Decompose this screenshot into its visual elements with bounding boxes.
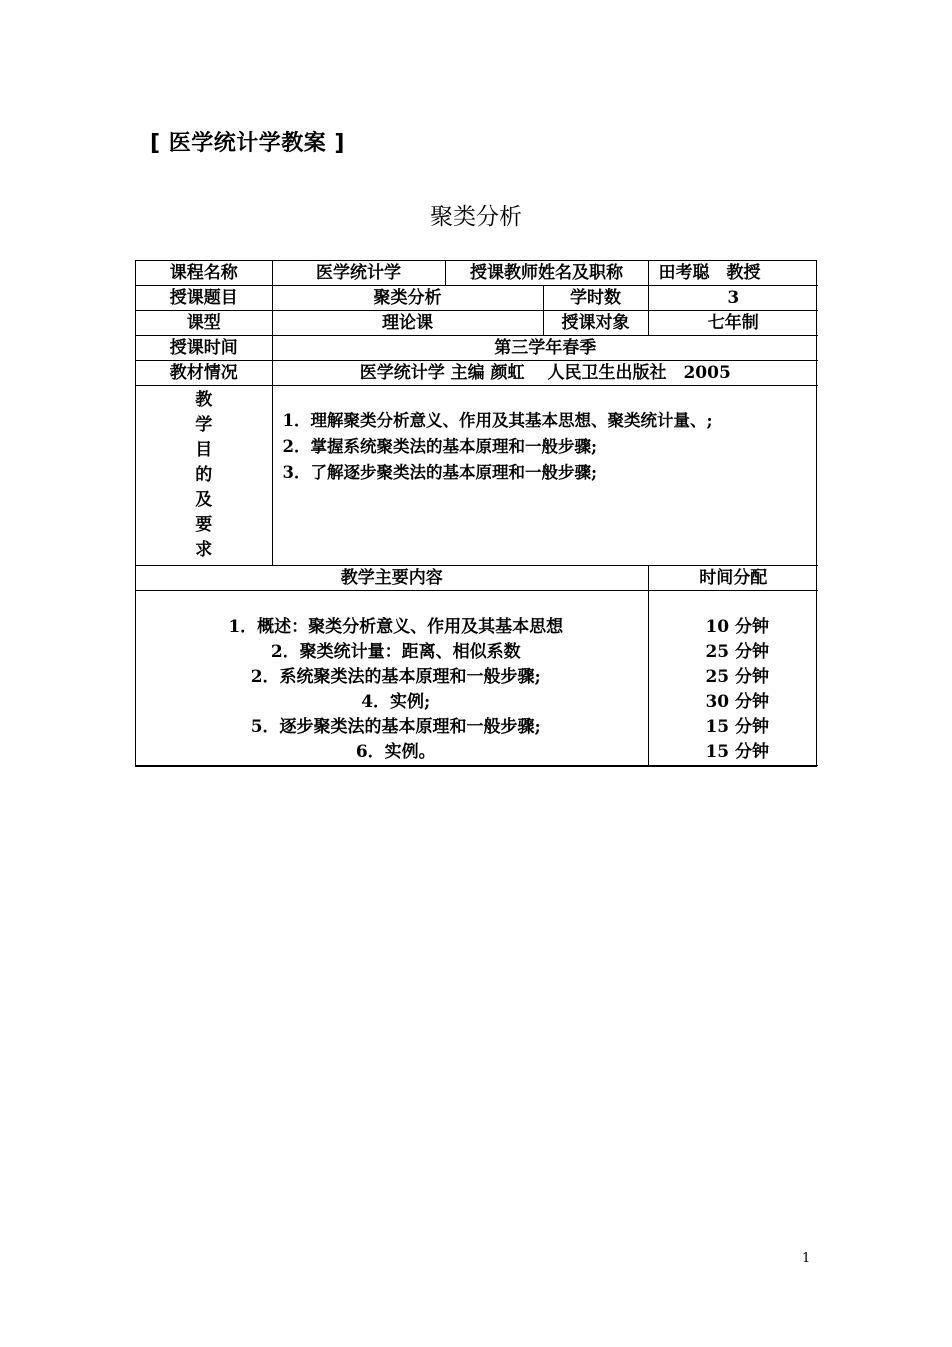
type-value: 理论课 — [272, 311, 543, 336]
hours-label: 学时数 — [543, 286, 648, 311]
topic-value: 聚类分析 — [272, 286, 543, 311]
content-item: 6．实例。 — [355, 742, 436, 762]
table-row — [136, 311, 818, 336]
table-row — [136, 566, 818, 591]
content-header: 教学主要内容 — [136, 566, 648, 591]
table-row — [136, 361, 818, 386]
goal-item: 2．掌握系统聚类法的基本原理和一般步骤; — [282, 437, 598, 456]
course-name-value: 医学统计学 — [272, 261, 445, 286]
time-item: 25 分钟 — [705, 667, 770, 687]
table-row — [136, 261, 818, 286]
goals-label-char: 要 — [195, 515, 213, 535]
goals-label-char: 教 — [195, 390, 213, 410]
time-allocation-header: 时间分配 — [648, 566, 818, 591]
time-item: 25 分钟 — [705, 642, 770, 662]
table-row — [136, 591, 818, 766]
teacher-value: 田考聪 教授 — [648, 261, 818, 286]
content-item: 2．聚类统计量：距离、相似系数 — [270, 642, 521, 662]
content-list — [136, 591, 648, 765]
time-list — [649, 591, 819, 765]
audience-value: 七年制 — [648, 311, 818, 336]
header-tag: [ 医学统计学教案 ] — [150, 131, 345, 156]
time-cell — [648, 591, 818, 766]
content-item: 1．概述：聚类分析意义、作用及其基本思想 — [228, 617, 564, 637]
goals-label-char: 求 — [195, 540, 213, 560]
time-value: 第三学年春季 — [272, 336, 818, 361]
content-cell — [136, 591, 648, 766]
content-item: 5．逐步聚类法的基本原理和一般步骤; — [250, 717, 541, 737]
goals-label — [136, 386, 272, 566]
info-table — [136, 261, 818, 766]
time-item: 30 分钟 — [705, 692, 770, 712]
content-item: 2．系统聚类法的基本原理和一般步骤; — [250, 667, 541, 687]
table-row — [136, 386, 818, 566]
hours-value: 3 — [648, 286, 818, 311]
textbook-label: 教材情况 — [136, 361, 272, 386]
content-item: 4．实例; — [361, 692, 431, 712]
time-label: 授课时间 — [136, 336, 272, 361]
document-title: 聚类分析 — [430, 204, 522, 230]
course-name-label: 课程名称 — [136, 261, 272, 286]
time-item: 15 分钟 — [705, 717, 770, 737]
table-row — [136, 286, 818, 311]
goals-content — [272, 386, 818, 566]
goal-item: 3．了解逐步聚类法的基本原理和一般步骤; — [282, 463, 598, 482]
lesson-plan-table — [135, 260, 817, 767]
audience-label: 授课对象 — [543, 311, 648, 336]
teacher-label: 授课教师姓名及职称 — [445, 261, 648, 286]
page-number: 1 — [802, 1251, 811, 1266]
type-label: 课型 — [136, 311, 272, 336]
time-item: 10 分钟 — [705, 617, 770, 637]
goal-item: 1．理解聚类分析意义、作用及其基本思想、聚类统计量、; — [282, 411, 713, 430]
topic-label: 授课题目 — [136, 286, 272, 311]
goals-label-char: 学 — [195, 415, 213, 435]
goals-label-char: 目 — [195, 440, 213, 460]
goals-label-char: 的 — [195, 465, 213, 485]
textbook-value: 医学统计学 主编 颜虹 人民卫生出版社 2005 — [272, 361, 818, 386]
time-item: 15 分钟 — [705, 742, 770, 762]
table-row — [136, 336, 818, 361]
goals-label-char: 及 — [195, 490, 213, 510]
